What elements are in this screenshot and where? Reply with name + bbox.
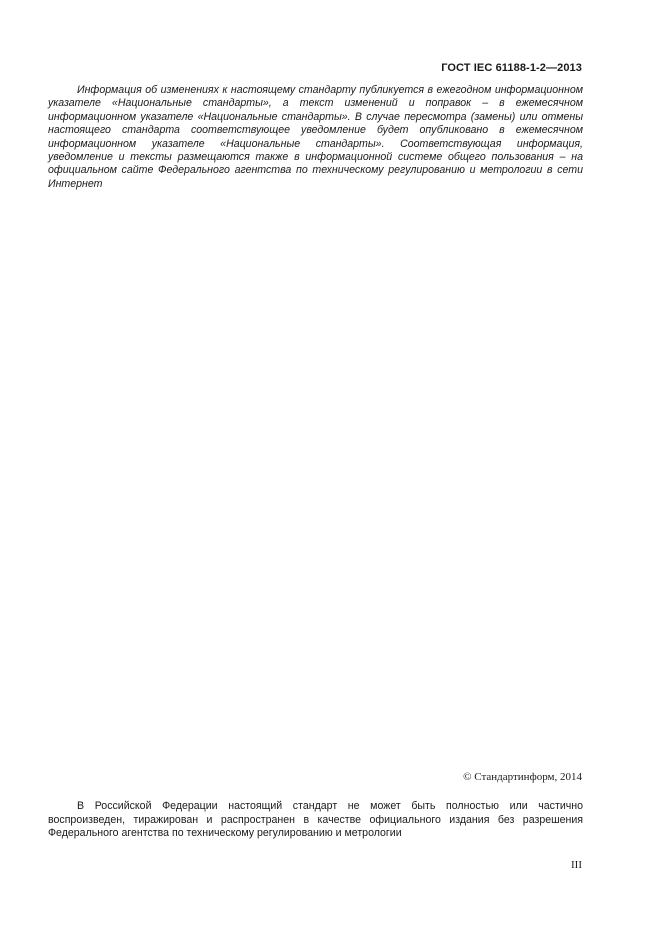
amendments-info-block (48, 84, 583, 191)
amendments-info-paragraph: Информация об изменениях к настоящему стандарту публикуется в ежегодном информационном указателе «Национальные стандарты», а текст изменений и поправок – в ежемесячном информационном указателе «Национальные стандарты». В случае пересмотра (замены) или отмены настоящего стандарта соответствующее уведомление будет опубликовано в ежемесячном информационном указателе «Национальные стандарты». Соответствующая информация, уведомление и тексты размещаются также в информационной системе общего пользования – на официальном сайте Федерального агентства по техническому регулированию и метрологии в сети Интернет (48, 84, 583, 190)
document-code-header: ГОСТ IEC 61188-1-2—2013 (441, 62, 582, 74)
legal-notice-paragraph: В Российской Федерации настоящий стандарт не может быть полностью или частично воспроизведен, тиражирован и распространен в качестве официального издания без разрешения Федерального агентства по техническому регулированию и метрологии (48, 800, 583, 840)
page-number: III (571, 859, 582, 871)
copyright-notice: © Стандартинформ, 2014 (463, 771, 582, 783)
legal-notice-block (48, 800, 583, 841)
